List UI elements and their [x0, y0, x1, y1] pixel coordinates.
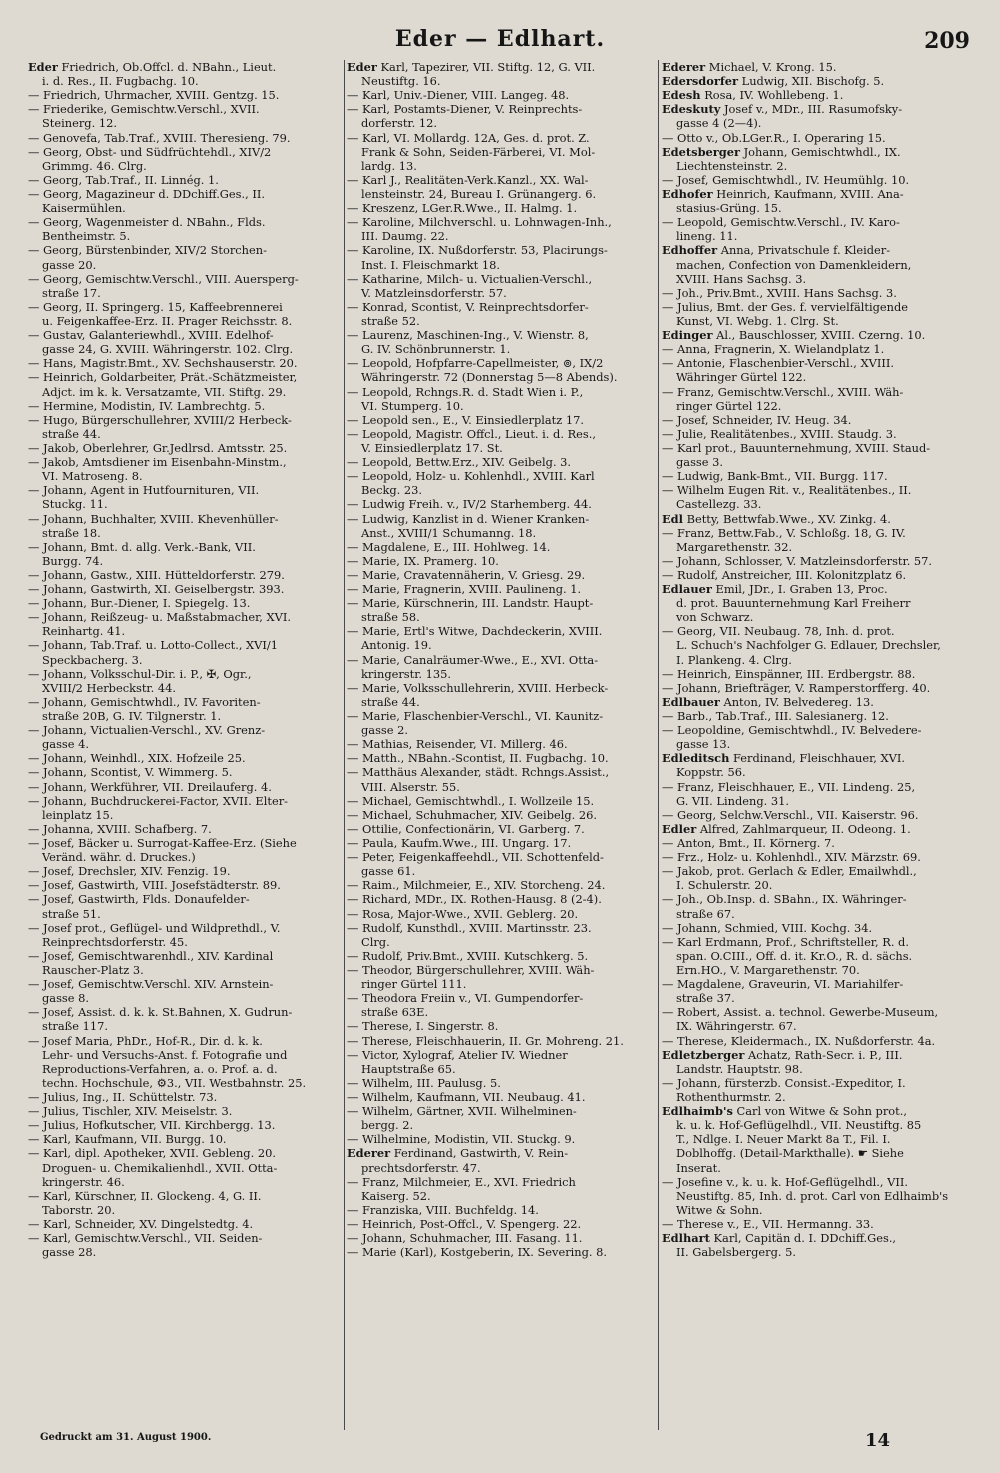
entry-continuation: G. IV. Schönbrunnerstr. 1.: [361, 342, 511, 357]
entry-line: — Georg, Magazineur d. DDchiff.Ges., II.: [28, 186, 265, 201]
entry-line: — Otto v., Ob.LGer.R., I. Operaring 15.: [662, 130, 886, 145]
entry-surname-line: Edersdorfer Ludwig, XII. Bischofg. 5.: [662, 74, 885, 89]
entry-continuation: Rothenthurmstr. 2.: [676, 1089, 786, 1104]
entry-continuation: Rauscher-Platz 3.: [42, 963, 144, 977]
entry-line: — Therese, Kleidermach., IX. Nußdorferstr. 4a.: [662, 1033, 936, 1048]
entry-line: — Karl, Schneider, XV. Dingelstedtg. 4.: [28, 1216, 254, 1231]
entry-line: — Jakob, prot. Gerlach & Edler, Emailwhdl.,: [662, 864, 917, 879]
entry-line: — Johann, Volksschul-Dir. i. P., ✠, Ogr.,: [28, 666, 252, 681]
entry-continuation: II. Gabelsbergerg. 5.: [676, 1245, 797, 1260]
entry-line: — Julius, Bmt. der Ges. f. vervielfältigende: [662, 299, 909, 314]
entry-line: — Julius, Hofkutscher, VII. Kirchbergg. 13.: [28, 1118, 276, 1133]
entry-surname-line: Eder Friedrich, Ob.Offcl. d. NBahn., Lieut.: [28, 60, 277, 74]
entry-line: — Magdalene, E., III. Hohlweg. 14.: [347, 539, 551, 554]
entry-surname-line: Edl Betty, Bettwfab.Wwe., XV. Zinkg. 4.: [662, 511, 891, 526]
entry-surname-line: Ederer Ferdinand, Gastwirth, V. Rein-: [347, 1146, 569, 1161]
entry-line: — Josef prot., Geflügel- und Wildprethdl., V.: [28, 920, 281, 935]
entry-line: — Heinrich, Einspänner, III. Erdbergstr. 88.: [662, 666, 916, 681]
entry-continuation: XVIII. Hans Sachsg. 3.: [676, 271, 807, 286]
entry-continuation: straße 51.: [42, 906, 101, 921]
entry-continuation: Kaisermühlen.: [42, 201, 126, 216]
entry-continuation: Adjct. im k. k. Versatzamte, VII. Stiftg. 29.: [42, 384, 287, 399]
entry-line: — Johann, Agent in Hutfournituren, VII.: [28, 483, 260, 498]
entry-continuation: kringerstr. 46.: [42, 1174, 125, 1189]
entry-line: — Franz, Bettw.Fab., V. Schloßg. 18, G. IV.: [662, 525, 906, 540]
entry-line: — Theodora Freiin v., VI. Gumpendorfer-: [347, 991, 584, 1006]
entry-continuation: IX. Währingerstr. 67.: [676, 1019, 797, 1034]
entry-continuation: techn. Hochschule, ⚙3., VII. Westbahnstr. 25.: [42, 1075, 307, 1090]
entry-line: — Josef, Gastwirth, Flds. Donaufelder-: [28, 892, 250, 907]
entry-continuation: d. prot. Bauunternehmung Karl Freiherr: [676, 596, 911, 611]
entry-surname-line: Edleditsch Ferdinand, Fleischhauer, XVI.: [662, 751, 906, 766]
entry-continuation: Speckbacherg. 3.: [42, 652, 143, 667]
entry-line: — Heinrich, Goldarbeiter, Prät.-Schätzmeister,: [28, 370, 298, 385]
entry-line: — Hugo, Bürgerschullehrer, XVIII/2 Herbeck-: [28, 412, 292, 427]
entry-continuation: Reproductions-Verfahren, a. o. Prof. a. d.: [42, 1061, 278, 1076]
entry-line: — Johann, fürsterzb. Consist.-Expeditor, I.: [662, 1075, 906, 1090]
entry-line: — Matthäus Alexander, städt. Rchngs.Assist.,: [347, 765, 610, 780]
entry-continuation: k. u. k. Hof-Geflügelhdl., VII. Neustiftg. 85: [676, 1118, 922, 1133]
entry-surname-line: Edletzberger Achatz, Rath-Secr. i. P., III.: [662, 1047, 903, 1062]
entry-continuation: Landstr. Hauptstr. 98.: [676, 1061, 803, 1076]
entry-continuation: III. Daumg. 22.: [361, 229, 449, 244]
entry-line: — Georg, II. Springerg. 15, Kaffeebrennerei: [28, 299, 283, 314]
entry-continuation: G. VII. Lindeng. 31.: [676, 793, 789, 808]
entry-surname-line: Edlauer Emil, JDr., I. Graben 13, Proc.: [662, 582, 888, 597]
entry-line: — Anton, Bmt., II. Körnerg. 7.: [662, 836, 835, 851]
column-middle: [344, 60, 658, 1430]
entry-continuation: Grimmg. 46. Clrg.: [42, 158, 147, 173]
entry-line: — Johann, Gemischtwhdl., IV. Favoriten-: [28, 694, 261, 709]
entry-continuation: Reinprechtsdorferstr. 45.: [42, 934, 188, 949]
entry-continuation: gasse 61.: [361, 864, 416, 879]
entry-continuation: gasse 20.: [42, 257, 97, 272]
entry-line: — Leopold, Gemischtw.Verschl., IV. Karo-: [662, 215, 900, 230]
entry-continuation: Witwe & Sohn.: [676, 1202, 763, 1217]
entry-line: — Marie, IX. Pramerg. 10.: [347, 553, 499, 568]
entry-continuation: gasse 3.: [676, 455, 724, 470]
entry-continuation: straße 44.: [42, 426, 101, 441]
entry-line: — Karl, Postamts-Diener, V. Reinprechts-: [347, 102, 583, 117]
entry-surname-line: Edlhaimb's Carl von Witwe & Sohn prot.,: [662, 1104, 907, 1119]
entry-line: — Johann, Bur.-Diener, I. Spiegelg. 13.: [28, 596, 251, 611]
entry-continuation: Frank & Sohn, Seiden-Färberei, VI. Mol-: [361, 144, 596, 159]
entry-line: — Leopold, Holz- u. Kohlenhdl., XVIII. Karl: [347, 469, 595, 484]
entry-continuation: Veränd. währ. d. Druckes.): [42, 850, 196, 865]
entry-line: — Georg, VII. Neubaug. 78, Inh. d. prot.: [662, 624, 895, 639]
entry-continuation: straße 117.: [42, 1019, 108, 1034]
entry-line: — Johann, Schuhmacher, III. Fasang. 11.: [347, 1231, 583, 1246]
entry-line: — Julius, Tischler, XIV. Meiselstr. 3.: [28, 1104, 233, 1119]
entry-line: — Marie, Kürschnerin, III. Landstr. Haupt-: [347, 596, 594, 611]
entry-continuation: Neustiftg. 16.: [361, 74, 441, 89]
entry-line: — Josef Maria, PhDr., Hof-R., Dir. d. k. k.: [28, 1033, 263, 1048]
entry-line: — Johann, Briefträger, V. Ramperstorfferg. 40.: [662, 680, 931, 695]
entry-continuation: Stuckg. 11.: [42, 497, 108, 512]
entry-continuation: L. Schuch's Nachfolger G. Edlauer, Drechsler,: [676, 638, 941, 653]
entry-surname-line: Edlhart Karl, Capitän d. I. DDchiff.Ges.,: [662, 1231, 897, 1246]
entry-line: — Marie, Flaschenbier-Verschl., VI. Kaunitz-: [347, 709, 604, 724]
entry-line: — Karl, dipl. Apotheker, XVII. Gebleng. 20.: [28, 1146, 276, 1161]
entry-line: — Jakob, Oberlehrer, Gr.Jedlrsd. Amtsstr. 25.: [28, 440, 288, 455]
entry-line: — Karl, Kürschner, II. Glockeng. 4, G. II.: [28, 1188, 262, 1203]
entry-line: — Jakob, Amtsdiener im Eisenbahn-Minstm.,: [28, 455, 287, 470]
entry-line: — Wilhelm, Kaufmann, VII. Neubaug. 41.: [347, 1089, 586, 1104]
entry-line: — Rudolf, Priv.Bmt., XVIII. Kutschkerg. 5.: [347, 948, 589, 963]
entry-continuation: ringer Gürtel 122.: [676, 398, 782, 413]
entry-line: — Mathias, Reisender, VI. Millerg. 46.: [347, 737, 568, 752]
entry-continuation: straße 52.: [361, 313, 420, 328]
entry-continuation: Währinger Gürtel 122.: [676, 370, 807, 385]
entry-continuation: machen, Confection von Damenkleidern,: [676, 257, 912, 272]
entry-line: — Marie, Canalräumer-Wwe., E., XVI. Otta-: [347, 652, 599, 667]
entry-line: — Josef, Schneider, IV. Heug. 34.: [662, 412, 852, 427]
entry-continuation: T., Ndlge. I. Neuer Markt 8a T., Fil. I.: [676, 1132, 891, 1147]
running-head: Eder — Edlhart.: [394, 26, 606, 52]
entry-line: — Karoline, IX. Nußdorferstr. 53, Placirungs-: [347, 243, 608, 258]
entry-line: — Leopold, Magistr. Offcl., Lieut. i. d. Res.,: [347, 426, 596, 441]
entry-line: — Leopold, Bettw.Erz., XIV. Geibelg. 3.: [347, 455, 572, 470]
entry-continuation: u. Feigenkaffee-Erz. II. Prager Reichsstr. 8.: [42, 313, 293, 328]
entry-line: — Karl Erdmann, Prof., Schriftsteller, R. d.: [662, 934, 909, 949]
print-date: Gedruckt am 31. August 1900.: [40, 1432, 212, 1443]
entry-line: — Franz, Milchmeier, E., XVI. Friedrich: [347, 1174, 576, 1189]
entry-continuation: kringerstr. 135.: [361, 666, 452, 681]
entry-line: — Georg, Obst- und Südfrüchtehdl., XIV/2: [28, 144, 272, 159]
entry-line: — Michael, Schuhmacher, XIV. Geibelg. 26.: [347, 807, 598, 822]
entry-continuation: Reinhartg. 41.: [42, 624, 126, 639]
entry-continuation: Clrg.: [361, 934, 390, 949]
entry-continuation: Antonig. 19.: [361, 638, 432, 653]
entry-continuation: gasse 4.: [42, 737, 90, 752]
entry-continuation: Währingerstr. 72 (Donnerstag 5—8 Abends).: [361, 370, 618, 385]
entry-line: — Leopoldine, Gemischtwhdl., IV. Belvedere-: [662, 723, 922, 738]
entry-continuation: V. Einsiedlerplatz 17. St.: [361, 440, 503, 455]
entry-continuation: Burgg. 74.: [42, 553, 104, 568]
entry-line: — Marie, Cravatennäherin, V. Griesg. 29.: [347, 567, 586, 582]
entry-continuation: straße 63E.: [361, 1005, 429, 1020]
entry-surname-line: Edhofer Heinrich, Kaufmann, XVIII. Ana-: [662, 186, 904, 201]
entry-continuation: Bentheimstr. 5.: [42, 229, 131, 244]
entry-line: — Joh., Ob.Insp. d. SBahn., IX. Währinger-: [662, 892, 907, 907]
entry-line: — Johann, Schmied, VIII. Kochg. 34.: [662, 920, 873, 935]
entry-line: — Anna, Fragnerin, X. Wielandplatz 1.: [662, 342, 885, 357]
entry-line: — Josef, Drechsler, XIV. Fenzig. 19.: [28, 864, 231, 879]
entry-line: — Barb., Tab.Traf., III. Salesianerg. 12.: [662, 709, 889, 724]
entry-line: — Karl, Kaufmann, VII. Burgg. 10.: [28, 1132, 227, 1147]
entry-line: — Johann, Buchdruckerei-Factor, XVII. Elter-: [28, 793, 288, 808]
entry-line: — Wilhelmine, Modistin, VII. Stuckg. 9.: [347, 1132, 576, 1147]
entry-continuation: gasse 28.: [42, 1245, 97, 1260]
entry-continuation: Steinerg. 12.: [42, 116, 117, 131]
entry-continuation: straße 67.: [676, 906, 735, 921]
entry-line: — Wilhelm, III. Paulusg. 5.: [347, 1075, 501, 1090]
entry-line: — Laurenz, Maschinen-Ing., V. Wienstr. 8,: [347, 328, 589, 343]
entry-line: — Johann, Gastw., XIII. Hütteldorferstr. 279.: [28, 567, 285, 582]
entry-line: — Wilhelm, Gärtner, XVII. Wilhelminen-: [347, 1104, 577, 1119]
entry-line: — Ludwig, Kanzlist in d. Wiener Kranken-: [347, 511, 590, 526]
entry-continuation: straße 44.: [361, 694, 420, 709]
entry-surname-line: Edlbauer Anton, IV. Belvedereg. 13.: [662, 694, 874, 709]
entry-line: — Johann, Werkführer, VII. Dreilauferg. 4.: [28, 779, 272, 794]
entry-surname-line: Edler Alfred, Zahlmarqueur, II. Odeong. 1.: [662, 821, 911, 836]
entry-continuation: prechtsdorferstr. 47.: [361, 1160, 481, 1175]
entry-continuation: Inserat.: [676, 1160, 721, 1175]
entry-line: — Marie, Volksschullehrerin, XVIII. Herbeck-: [347, 680, 609, 695]
entry-continuation: Neustiftg. 85, Inh. d. prot. Carl von Edlhaimb's: [676, 1188, 949, 1203]
entry-continuation: VI. Matroseng. 8.: [42, 469, 143, 484]
entry-continuation: bergg. 2.: [361, 1118, 414, 1133]
entry-line: — Leopold, Rchngs.R. d. Stadt Wien i. P.,: [347, 384, 584, 399]
entry-continuation: lardg. 13.: [361, 158, 417, 173]
entry-line: — Friederike, Gemischtw.Verschl., XVII.: [28, 102, 260, 117]
entry-line: — Johann, Tab.Traf. u. Lotto-Collect., XVI/1: [28, 638, 278, 653]
entry-line: — Georg, Wagenmeister d. NBahn., Flds.: [28, 215, 266, 230]
entry-continuation: gasse 8.: [42, 991, 90, 1006]
entry-line: — Karoline, Milchverschl. u. Lohnwagen-Inh.,: [347, 215, 612, 230]
entry-continuation: stasius-Grüng. 15.: [676, 201, 782, 216]
entry-continuation: Kunst, VI. Webg. 1. Clrg. St.: [676, 313, 839, 328]
entry-line: — Karl, Gemischtw.Verschl., VII. Seiden-: [28, 1231, 263, 1246]
entry-continuation: Margarethenstr. 32.: [676, 539, 793, 554]
entry-continuation: Lehr- und Versuchs-Anst. f. Fotografie und: [42, 1047, 288, 1062]
entry-surname-line: Ederer Michael, V. Krong. 15.: [662, 60, 837, 74]
entry-surname-line: Edinger Al., Bauschlosser, XVIII. Czerng. 10.: [662, 328, 926, 343]
entry-line: — Therese v., E., VII. Hermanng. 33.: [662, 1216, 874, 1231]
entry-line: — Josef, Bäcker u. Surrogat-Kaffee-Erz. (Siehe: [28, 836, 297, 851]
entry-line: — Julius, Ing., II. Schüttelstr. 73.: [28, 1089, 218, 1104]
entry-line: — Katharine, Milch- u. Victualien-Verschl.,: [347, 271, 593, 286]
entry-line: — Franz, Gemischtw.Verschl., XVIII. Wäh-: [662, 384, 904, 399]
entry-continuation: VI. Stumperg. 10.: [361, 398, 464, 413]
entry-line: — Rudolf, Kunsthdl., XVIII. Martinsstr. 23.: [347, 920, 592, 935]
entry-line: — Ludwig, Bank-Bmt., VII. Burgg. 117.: [662, 469, 888, 484]
entry-continuation: Taborstr. 20.: [42, 1202, 116, 1217]
entry-line: — Georg, Selchw.Verschl., VII. Kaiserstr. 96.: [662, 807, 919, 822]
entry-line: — Hans, Magistr.Bmt., XV. Sechshauserstr. 20.: [28, 356, 298, 371]
entry-line: — Hermine, Modistin, IV. Lambrechtg. 5.: [28, 398, 266, 413]
entry-continuation: Ern.HO., V. Margarethenstr. 70.: [676, 963, 860, 977]
entry-continuation: lensteinstr. 24, Bureau I. Grünangerg. 6.: [361, 186, 597, 201]
column-left: [28, 60, 344, 1430]
entry-continuation: I. Schulerstr. 20.: [676, 878, 773, 893]
entry-continuation: Beckg. 23.: [361, 483, 423, 498]
entry-line: — Karl J., Realitäten-Verk.Kanzl., XX. Wal-: [347, 172, 589, 187]
entry-continuation: straße 20B, G. IV. Tilgnerstr. 1.: [42, 709, 222, 724]
entry-line: — Georg, Bürstenbinder, XIV/2 Storchen-: [28, 243, 267, 258]
entry-continuation: Castellezg. 33.: [676, 497, 762, 512]
entry-continuation: leinplatz 15.: [42, 807, 114, 822]
entry-line: — Kreszenz, LGer.R.Wwe., II. Halmg. 1.: [347, 201, 578, 216]
entry-line: — Ottilie, Confectionärin, VI. Garberg. 7.: [347, 821, 585, 836]
entry-continuation: Koppstr. 56.: [676, 765, 746, 780]
entry-line: — Karl, VI. Mollardg. 12A, Ges. d. prot. Z.: [347, 130, 590, 145]
entry-line: — Johann, Gastwirth, XI. Geiselbergstr. 393.: [28, 582, 285, 597]
entry-continuation: Liechtensteinstr. 2.: [676, 158, 788, 173]
entry-continuation: I. Plankeng. 4. Clrg.: [676, 652, 792, 667]
entry-surname-line: Edetsberger Johann, Gemischtwhdl., IX.: [662, 144, 901, 159]
entry-line: — Johann, Schlosser, V. Matzleinsdorferstr. 57.: [662, 553, 933, 568]
entry-surname-line: Eder Karl, Tapezirer, VII. Stiftg. 12, G. VII.: [347, 60, 596, 74]
entry-line: — Karl prot., Bauunternehmung, XVIII. Staud-: [662, 440, 931, 455]
entry-line: — Johann, Bmt. d. allg. Verk.-Bank, VII.: [28, 539, 256, 554]
entry-surname-line: Edesh Rosa, IV. Wohllebeng. 1.: [662, 88, 844, 103]
entry-continuation: Doblhoffg. (Detail-Markthalle). ☛ Siehe: [676, 1146, 904, 1161]
entry-line: — Josef, Gemischtw.Verschl. XIV. Arnstein-: [28, 977, 274, 992]
entry-line: — Raim., Milchmeier, E., XIV. Storcheng. 24.: [347, 878, 606, 893]
entry-continuation: gasse 13.: [676, 737, 731, 752]
entry-line: — Theodor, Bürgerschullehrer, XVIII. Wäh-: [347, 963, 595, 977]
sheet-signature: 14: [864, 1430, 890, 1451]
entry-continuation: gasse 2.: [361, 723, 409, 738]
entry-continuation: V. Matzleinsdorferstr. 57.: [361, 285, 507, 300]
entry-line: — Ludwig Freih. v., IV/2 Starhemberg. 44.: [347, 497, 592, 512]
entry-continuation: VIII. Alserstr. 55.: [361, 779, 460, 794]
entry-line: — Frz., Holz- u. Kohlenhdl., XIV. Märzstr. 69.: [662, 850, 921, 865]
entry-continuation: i. d. Res., II. Fugbachg. 10.: [42, 74, 199, 89]
entry-line: — Marie (Karl), Kostgeberin, IX. Severing. 8.: [347, 1245, 608, 1260]
entry-surname-line: Edhoffer Anna, Privatschule f. Kleider-: [662, 243, 891, 258]
entry-continuation: dorferstr. 12.: [361, 116, 437, 131]
entry-line: — Antonie, Flaschenbier-Verschl., XVIII.: [662, 356, 894, 371]
entry-line: — Joh., Priv.Bmt., XVIII. Hans Sachsg. 3.: [662, 285, 897, 300]
entry-line: — Julie, Realitätenbes., XVIII. Staudg. 3.: [662, 426, 897, 441]
entry-line: — Genovefa, Tab.Traf., XVIII. Theresieng. 79.: [28, 130, 291, 145]
entry-line: — Matth., NBahn.-Scontist, II. Fugbachg. 10.: [347, 751, 609, 766]
entry-line: — Therese, I. Singerstr. 8.: [347, 1019, 499, 1034]
entry-continuation: Droguen- u. Chemikalienhdl., XVII. Otta-: [42, 1160, 278, 1175]
entry-line: — Richard, MDr., IX. Rothen-Hausg. 8 (2-4).: [347, 892, 602, 907]
entry-line: — Rudolf, Anstreicher, III. Kolonitzplatz 6.: [662, 567, 907, 582]
entry-line: — Konrad, Scontist, V. Reinprechtsdorfer-: [347, 299, 589, 314]
entry-line: — Josef, Gemischtwhdl., IV. Heumühlg. 10.: [662, 172, 910, 187]
entry-continuation: straße 17.: [42, 285, 101, 300]
entry-line: — Josef, Gastwirth, VIII. Josefstädterstr. 89.: [28, 878, 281, 893]
entry-line: — Josefine v., k. u. k. Hof-Geflügelhdl., VII.: [662, 1174, 909, 1189]
entry-line: — Gustav, Galanteriewhdl., XVIII. Edelhof-: [28, 328, 274, 343]
entry-continuation: Anst., XVIII/1 Schumanng. 18.: [361, 525, 537, 540]
entry-line: — Heinrich, Post-Offcl., V. Spengerg. 22.: [347, 1216, 582, 1231]
entry-continuation: straße 58.: [361, 610, 420, 625]
entry-line: — Josef, Gemischtwarenhdl., XIV. Kardinal: [28, 948, 274, 963]
entry-line: — Rosa, Major-Wwe., XVII. Geblerg. 20.: [347, 906, 579, 921]
entry-continuation: gasse 24, G. XVIII. Währingerstr. 102. Clrg.: [42, 342, 294, 357]
entry-continuation: ringer Gürtel 111.: [361, 977, 467, 992]
entry-line: — Franziska, VIII. Buchfeldg. 14.: [347, 1202, 539, 1217]
entry-line: — Friedrich, Uhrmacher, XVIII. Gentzg. 15.: [28, 88, 280, 103]
entry-line: — Peter, Feigenkaffeehdl., VII. Schottenfeld-: [347, 850, 604, 865]
entry-continuation: von Schwarz.: [676, 610, 754, 625]
entry-surname-line: Edeskuty Josef v., MDr., III. Rasumofsky-: [662, 102, 903, 117]
entry-line: — Leopold sen., E., V. Einsiedlerplatz 17.: [347, 412, 584, 427]
entry-line: — Georg, Gemischtw.Verschl., VIII. Auersperg-: [28, 271, 299, 286]
entry-line: — Therese, Fleischhauerin, II. Gr. Mohreng. 21.: [347, 1033, 624, 1048]
entry-line: — Johanna, XVIII. Schafberg. 7.: [28, 821, 212, 836]
entry-line: — Georg, Tab.Traf., II. Linnég. 1.: [28, 172, 219, 187]
entry-line: — Josef, Assist. d. k. k. St.Bahnen, X. Gudrun-: [28, 1005, 293, 1020]
entry-line: — Johann, Victualien-Verschl., XV. Grenz-: [28, 723, 266, 738]
entry-line: — Wilhelm Eugen Rit. v., Realitätenbes., II.: [662, 483, 912, 498]
entry-line: — Magdalene, Graveurin, VI. Mariahilfer-: [662, 977, 904, 992]
entry-continuation: span. O.CIII., Off. d. it. Kr.O., R. d. sächs.: [676, 948, 913, 963]
column-right: [658, 60, 976, 1430]
entry-line: — Johann, Reißzeug- u. Maßstabmacher, XVI.: [28, 610, 291, 625]
entry-line: — Marie, Fragnerin, XVIII. Paulineng. 1.: [347, 582, 582, 597]
entry-continuation: lineng. 11.: [676, 229, 738, 244]
entry-line: — Marie, Ertl's Witwe, Dachdeckerin, XVIII.: [347, 624, 603, 639]
entry-line: — Johann, Scontist, V. Wimmerg. 5.: [28, 765, 233, 780]
entry-continuation: straße 18.: [42, 525, 101, 540]
entry-line: — Michael, Gemischtwhdl., I. Wollzeile 15.: [347, 793, 595, 808]
entry-line: — Robert, Assist. a. technol. Gewerbe-Museum,: [662, 1005, 939, 1020]
entry-continuation: straße 37.: [676, 991, 735, 1006]
entry-line: — Leopold, Hofpfarre-Capellmeister, ⊚, IX/2: [347, 356, 604, 371]
entry-continuation: gasse 4 (2—4).: [676, 116, 762, 131]
entry-continuation: Kaiserg. 52.: [361, 1188, 431, 1203]
entry-line: — Johann, Buchhalter, XVIII. Khevenhüller-: [28, 511, 279, 526]
page-number: 209: [924, 28, 970, 54]
entry-line: — Victor, Xylograf, Atelier IV. Wiedner: [347, 1047, 568, 1062]
entry-continuation: Inst. I. Fleischmarkt 18.: [361, 257, 500, 272]
entry-continuation: Hauptstraße 65.: [361, 1061, 456, 1076]
entry-line: — Johann, Weinhdl., XIX. Hofzeile 25.: [28, 751, 246, 766]
entry-line: — Franz, Fleischhauer, E., VII. Lindeng. 25,: [662, 779, 916, 794]
entry-line: — Karl, Univ.-Diener, VIII. Langeg. 48.: [347, 88, 570, 103]
entry-continuation: XVIII/2 Herbeckstr. 44.: [42, 680, 176, 695]
entry-line: — Paula, Kaufm.Wwe., III. Ungarg. 17.: [347, 836, 572, 851]
